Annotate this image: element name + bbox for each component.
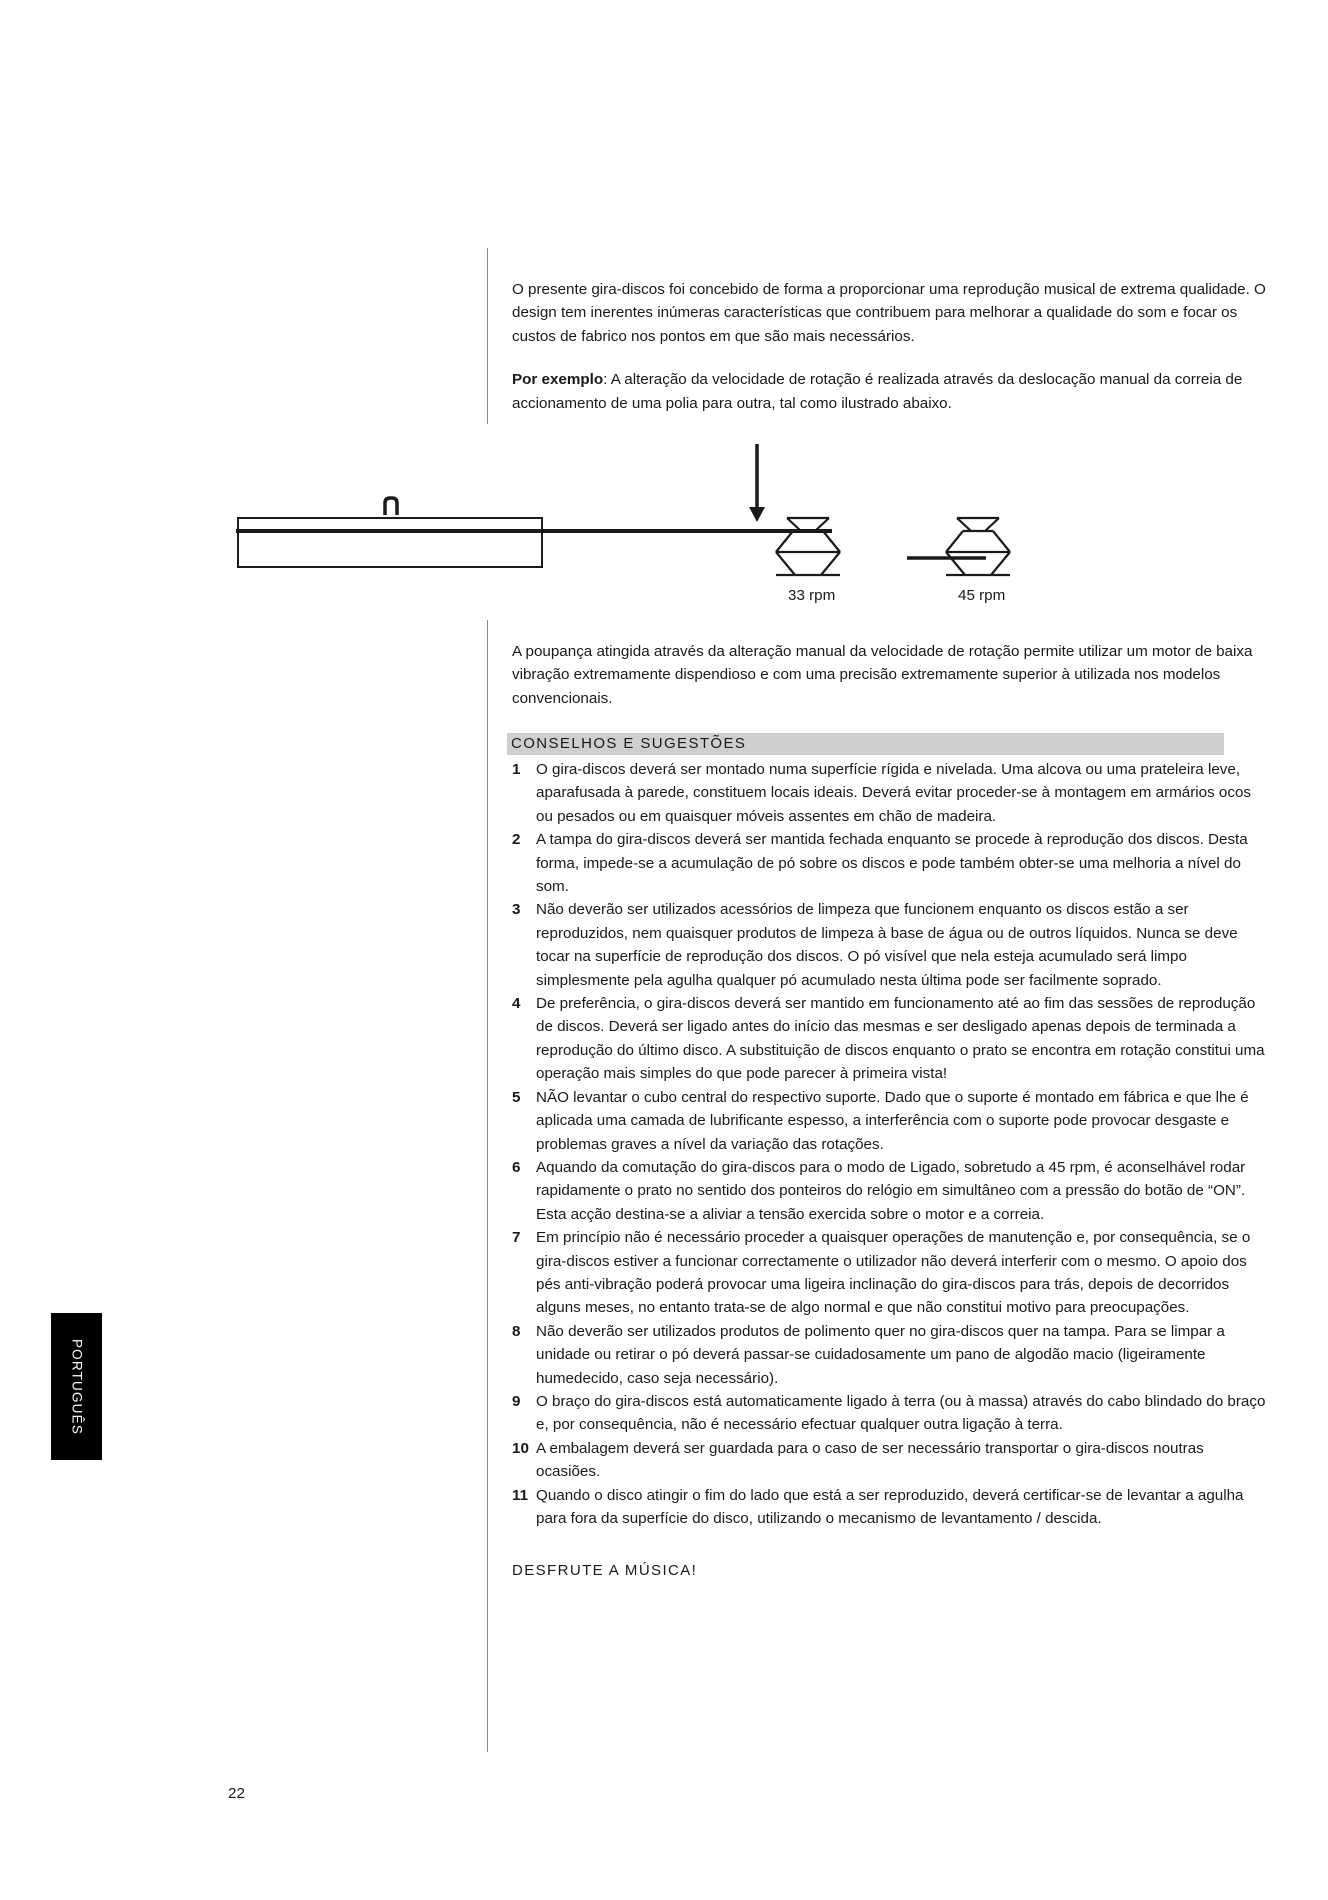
- list-item: [512, 1437, 1272, 1484]
- list-item: [512, 1320, 1272, 1390]
- tip-text: A tampa do gira-discos deverá ser mantida fechada enquanto se procede à reprodução dos discos. Desta forma, impede-se a acumulação de pó sobre os discos e pode também obter-se uma melhoria a nível do som.: [536, 831, 1248, 896]
- example-label: Por exemplo: [512, 371, 604, 389]
- label-33-rpm: 33 rpm: [788, 587, 836, 604]
- tip-number: 5: [512, 1088, 521, 1106]
- belt-speed-diagram: [230, 440, 1230, 620]
- tip-text: Não deverão ser utilizados produtos de polimento quer no gira-discos quer na tampa. Para se limpar a unidade ou retirar o pó deverá passar-se cuidadosamente um pano de algodão macio (ligeiramente humedecido, caso seja necessário).: [536, 1322, 1225, 1387]
- list-item: [512, 898, 1272, 992]
- top-column-rule: [487, 248, 488, 424]
- intro-paragraph: O presente gira-discos foi concebido de forma a proporcionar uma reprodução musical de extrema qualidade. O design tem inerentes inúmeras características que contribuem para melhorar a qualidade do som e focar os custos de fabrico nos pontos em que são mais necessários.: [512, 281, 1266, 345]
- tips-heading: CONSELHOS E SUGESTÕES: [507, 733, 1224, 755]
- page-number: 22: [228, 1785, 245, 1802]
- tip-number: 3: [512, 901, 521, 919]
- language-tab: [51, 1313, 102, 1460]
- tip-number: 4: [512, 995, 521, 1013]
- example-text: : A alteração da velocidade de rotação é realizada através da deslocação manual da correia de accionamento de uma polia para outra, tal como ilustrado abaixo.: [512, 371, 1243, 412]
- arrow-head-icon: [749, 507, 765, 522]
- intro-section: [512, 278, 1272, 415]
- tip-number: 11: [512, 1486, 529, 1504]
- savings-section: [512, 640, 1272, 710]
- tip-text: NÃO levantar o cubo central do respectivo suporte. Dado que o suporte é montado em fábrica e que lhe é aplicada uma camada de lubrificante espesso, a interferência com o suporte pode provocar desgaste e problemas graves a nível da variação das rotações.: [536, 1088, 1249, 1153]
- tip-number: 6: [512, 1158, 521, 1176]
- list-item: [512, 1086, 1272, 1156]
- tip-number: 8: [512, 1322, 521, 1340]
- tip-text: O braço do gira-discos está automaticamente ligado à terra (ou à massa) através do cabo blindado do braço e, por consequência, não é necessário efectuar qualquer outra ligação à terra.: [536, 1392, 1266, 1434]
- spindle-icon: [385, 498, 397, 515]
- list-item: [512, 758, 1272, 828]
- label-45-rpm: 45 rpm: [958, 587, 1006, 604]
- tip-text: A embalagem deverá ser guardada para o caso de ser necessário transportar o gira-discos noutras ocasiões.: [536, 1439, 1204, 1481]
- closing-line: DESFRUTE A MÚSICA!: [512, 1562, 698, 1579]
- bottom-column-rule: [487, 620, 488, 1752]
- list-item: [512, 828, 1272, 898]
- tip-text: O gira-discos deverá ser montado numa superfície rígida e nivelada. Uma alcova ou uma prateleira leve, aparafusada à parede, constituem locais ideais. Deverá evitar proceder-se à montagem em armários ocos ou pesados ou em quaisquer móveis assentes em chão de madeira.: [536, 761, 1252, 825]
- platter-outline: [238, 518, 542, 567]
- tip-text: De preferência, o gira-discos deverá ser mantido em funcionamento até ao fim das sessões de reprodução de discos. Deverá ser ligado antes do início das mesmas e ser desligado apenas depois de terminada a reprodução do último disco. A substituição de discos enquanto o prato se encontra em rotação constitui uma operação mais simples do que pode parecer à primeira vista!: [536, 995, 1265, 1083]
- example-paragraph: [512, 368, 1272, 415]
- list-item: [512, 1390, 1272, 1437]
- language-tab-label: PORTUGUÊS: [69, 1338, 84, 1435]
- tip-text: Aquando da comutação do gira-discos para o modo de Ligado, sobretudo a 45 rpm, é aconselhável rodar rapidamente o prato no sentido dos ponteiros do relógio em simultâneo com a pressão do botão de “ON”. Esta acção destina-se a aliviar a tensão exercida sobre o motor e a correia.: [536, 1158, 1246, 1223]
- tip-text: Não deverão ser utilizados acessórios de limpeza que funcionem enquanto os discos estão a ser reproduzidos, nem quaisquer produtos de limpeza à base de água ou de outros líquidos. Nunca se deve tocar na superfície de reprodução dos discos. O pó visível que nela esteja acumulado será limpo simplesmente pela agulha qualquer pó acumulado nesta última pode ser facilmente soprado.: [536, 901, 1238, 989]
- tip-text: Em princípio não é necessário proceder a quaisquer operações de manutenção e, por consequência, se o gira-discos estiver a funcionar correctamente o utilizador não deverá interferir com o mesmo. O apoio dos pés anti-vibração poderá provocar uma ligeira inclinação do gira-discos para trás, depois de decorridos alguns meses, no entanto trata-se de algo normal e que não constitui motivo para preocupações.: [536, 1229, 1251, 1317]
- list-item: [512, 1156, 1272, 1226]
- pulley-33-icon: [776, 518, 840, 575]
- tip-number: 10: [512, 1439, 529, 1457]
- list-item: [512, 1226, 1272, 1320]
- tip-number: 9: [512, 1392, 521, 1410]
- tip-number: 2: [512, 831, 521, 849]
- tip-number: 7: [512, 1229, 521, 1247]
- list-item: [512, 992, 1272, 1086]
- pulley-45-icon: [946, 518, 1010, 575]
- list-item: [512, 1484, 1272, 1531]
- tip-number: 1: [512, 761, 521, 778]
- tips-list: [512, 758, 1272, 1530]
- savings-paragraph: A poupança atingida através da alteração manual da velocidade de rotação permite utilizar um motor de baixa vibração extremamente dispendioso e com uma precisão extremamente superior à utilizada nos modelos convencionais.: [512, 643, 1253, 707]
- tip-text: Quando o disco atingir o fim do lado que está a ser reproduzido, deverá certificar-se de levantar a agulha para fora da superfície do disco, utilizando o mecanismo de levantamento / descida.: [536, 1486, 1244, 1527]
- belt-pulley-illustration: [230, 440, 1230, 620]
